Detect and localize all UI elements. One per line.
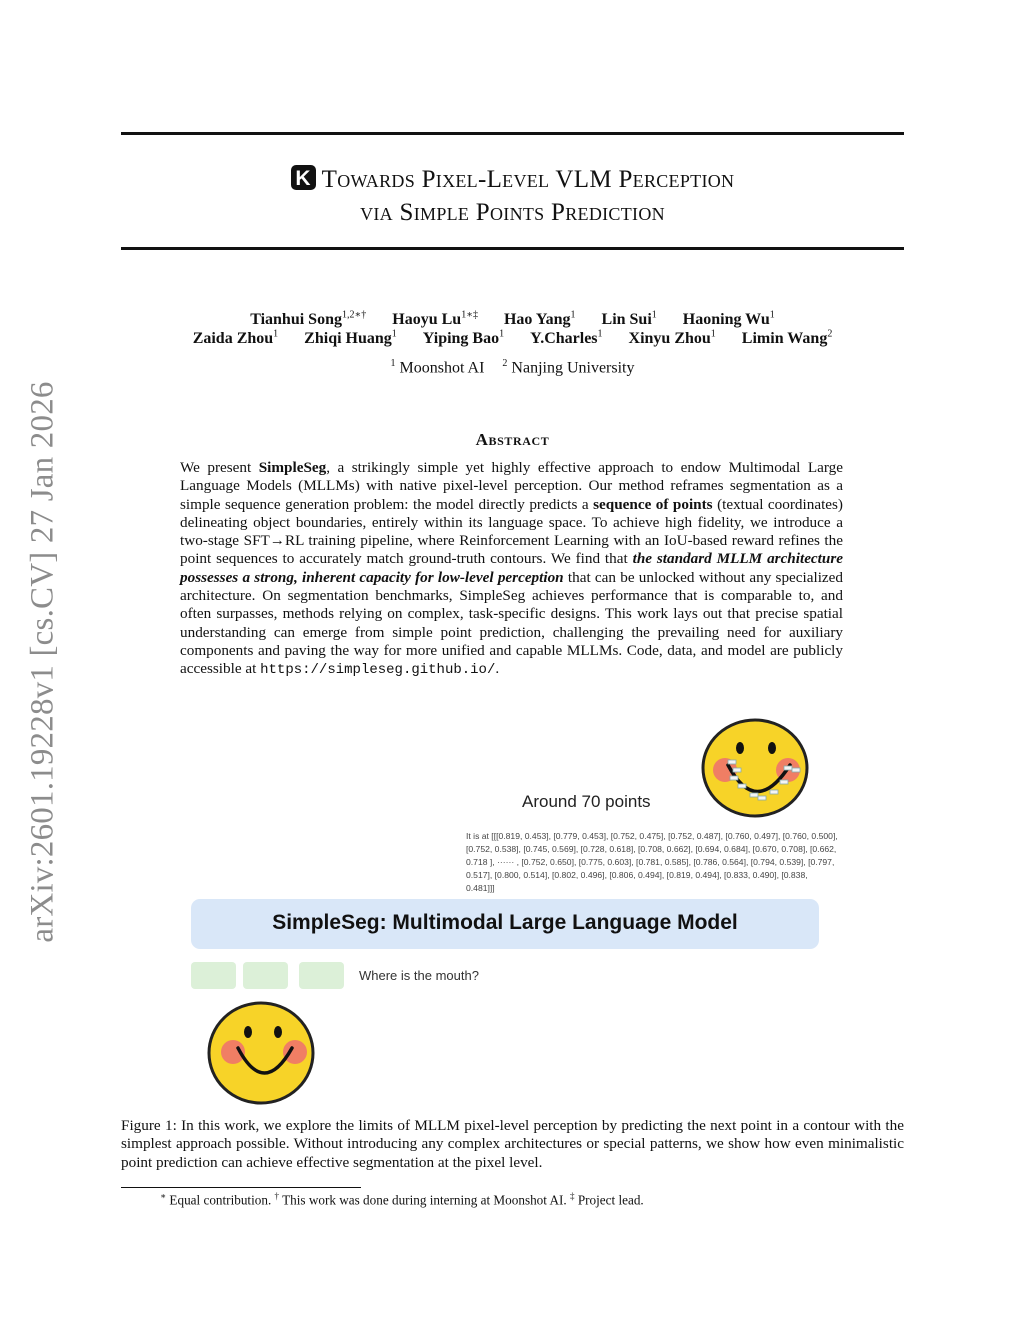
author-affiliation-mark: 1 [597,329,603,340]
abstract-emphasis: sequence of points [593,495,713,513]
point-marker [780,780,788,784]
footnote-rule [121,1187,361,1188]
author [742,330,833,347]
input-token-box [299,962,344,989]
author-name: Limin Wang [741,330,828,348]
point-marker [758,796,766,800]
paper-title [121,163,904,229]
author-name: Haoning Wu [682,311,770,329]
abstract-method-name: SimpleSeg [258,459,327,476]
authors-row-2 [121,325,904,348]
author-affiliation-mark: 1 [651,310,657,321]
author-name: Zaida Zhou [192,330,274,348]
affiliation-name: Nanjing University [511,359,635,377]
abstract-text: (textual coordinates) delineating object boundaries, entirely within its language space. To achieve high fidelity, we introduce a two-stage SFT→RL training pipeline, where Reinforcement Learning with an IoU-based reward refines the point sequences to accurately match ground-truth contours. We find that [180,495,843,568]
affiliation-name: Moonshot AI [399,359,485,377]
abstract-text: , a strikingly simple yet highly effective approach to endow Multimodal Large Language Models (MLLMs) with native pixel-level perception. Our method reframes segmentation as a simple sequence generation problem: the model directly predicts a [180,459,843,513]
abstract-body [180,459,843,680]
affiliation-mark: 2 [502,358,508,369]
author [304,330,397,347]
author-name: Zhiqi Huang [304,330,392,348]
author-name: Lin Sui [601,311,652,329]
logo-letter: K [295,167,311,190]
point-marker [750,793,758,797]
author-affiliation-mark: 2 [827,329,833,340]
right-cheek [283,1040,307,1064]
author-affiliation-mark: 1 [499,329,505,340]
point-marker [738,784,746,788]
author-name: Xinyu Zhou [628,330,711,348]
author-name: Tianhui Song [250,311,342,329]
author [530,330,602,347]
query-text: Where is the mouth? [359,968,479,983]
point-marker [728,760,736,764]
right-eye [274,1026,282,1038]
footnote-text: Equal contribution. [166,1192,275,1208]
author-affiliation-mark: 1 [273,329,279,340]
title-line-2: via Simple Points Prediction [360,199,665,226]
title-text-1: Towards Pixel-Level VLM Perception [321,166,735,193]
abstract-key-finding: the standard MLLM architecture possesses a strong, inherent capacity for low-level perception [180,550,843,586]
affiliations [121,358,904,377]
footnote [160,1191,644,1208]
author-name: Y.Charles [530,330,598,348]
input-smiley-image [206,1000,318,1108]
point-marker [784,766,792,770]
footnote-text: Project lead. [574,1192,644,1208]
footnote-text: This work was done during interning at Moonshot AI. [279,1192,571,1208]
figure-caption: Figure 1: In this work, we explore the limits of MLLM pixel-level perception by predicting the next point in a contour with the simplest approach possible. Without introducing any complex architectures or special patterns, we show how even minimalistic point prediction can achieve effective segmentation at the pixel level. [121,1117,904,1171]
abstract-heading: Abstract [475,430,550,449]
title-line-1 [121,163,904,196]
point-marker [792,768,800,772]
arxiv-identifier: arXiv:2601.19228v1 [cs.CV] 27 Jan 2026 [24,381,61,943]
footnote-mark: ‡ [570,1191,575,1201]
author [423,330,504,347]
footnote-mark: ∗ [160,1191,167,1201]
point-marker [733,768,741,772]
left-eye [244,1026,252,1038]
abstract-text: We present [180,459,259,476]
author [193,330,278,347]
author-name: Haoyu Lu [392,311,462,329]
title-bottom-rule [121,247,904,250]
author-affiliation-mark: 1∗‡ [461,310,478,321]
author-name: Yiping Bao [422,330,500,348]
output-smiley-image [700,718,814,820]
abstract-text: that can be unlocked without any specialized architecture. On segmentation benchmarks, SimpleSeg achieves performance that is comparable to, and often surpasses, methods relying on complex, task-specific designs. This work lays out that precise spatial understanding can emerge from simple point prediction, challenging the prevailing need for auxiliary components and paving the way for more unified and capable MLLMs. Code, data, and model are publicly accessible at [180,568,843,678]
title-top-rule [121,132,904,135]
point-marker [770,790,778,794]
abstract-text: . [495,660,500,678]
footnote-mark: † [274,1191,280,1201]
left-eye [736,742,744,754]
author-affiliation-mark: 1 [710,329,716,340]
author-affiliation-mark: 1 [570,310,576,321]
author-affiliation-mark: 1 [769,310,775,321]
right-eye [768,742,776,754]
project-url-link[interactable]: https://simpleseg.github.io/ [260,662,496,679]
author-affiliation-mark: 1 [391,329,397,340]
model-title: SimpleSeg: Multimodal Large Language Model [272,911,738,934]
author-affiliation-mark: 1,2∗† [341,310,367,321]
author [629,330,716,347]
input-token-box [191,962,236,989]
point-marker [730,776,738,780]
affiliation-mark: 1 [390,358,396,369]
kimi-logo-icon [291,165,316,190]
author-name: Hao Yang [503,311,571,329]
predicted-points-text: It is at [[[0.819, 0.453], [0.779, 0.453], [0.752, 0.475], [0.752, 0.487], [0.760, 0.497], [0.760, 0.500], [0.752, 0.538], [0.745, 0.569], [0.728, 0.618], [0.708, 0.662], [0.694, 0.684], [0.670, 0.708], [0.662, 0.718 ], ······ , [0.752, 0.650], [0.775, 0.603], [0.781, 0.585], [0.786, 0.564], [0.794, 0.539], [0.797, 0.517], [0.800, 0.514], [0.802, 0.496], [0.806, 0.494], [0.819, 0.494], [0.833, 0.490], [0.838, 0.481]]] [466,831,838,893]
input-token-box [243,962,288,989]
points-count-label: Around 70 points [522,792,651,811]
